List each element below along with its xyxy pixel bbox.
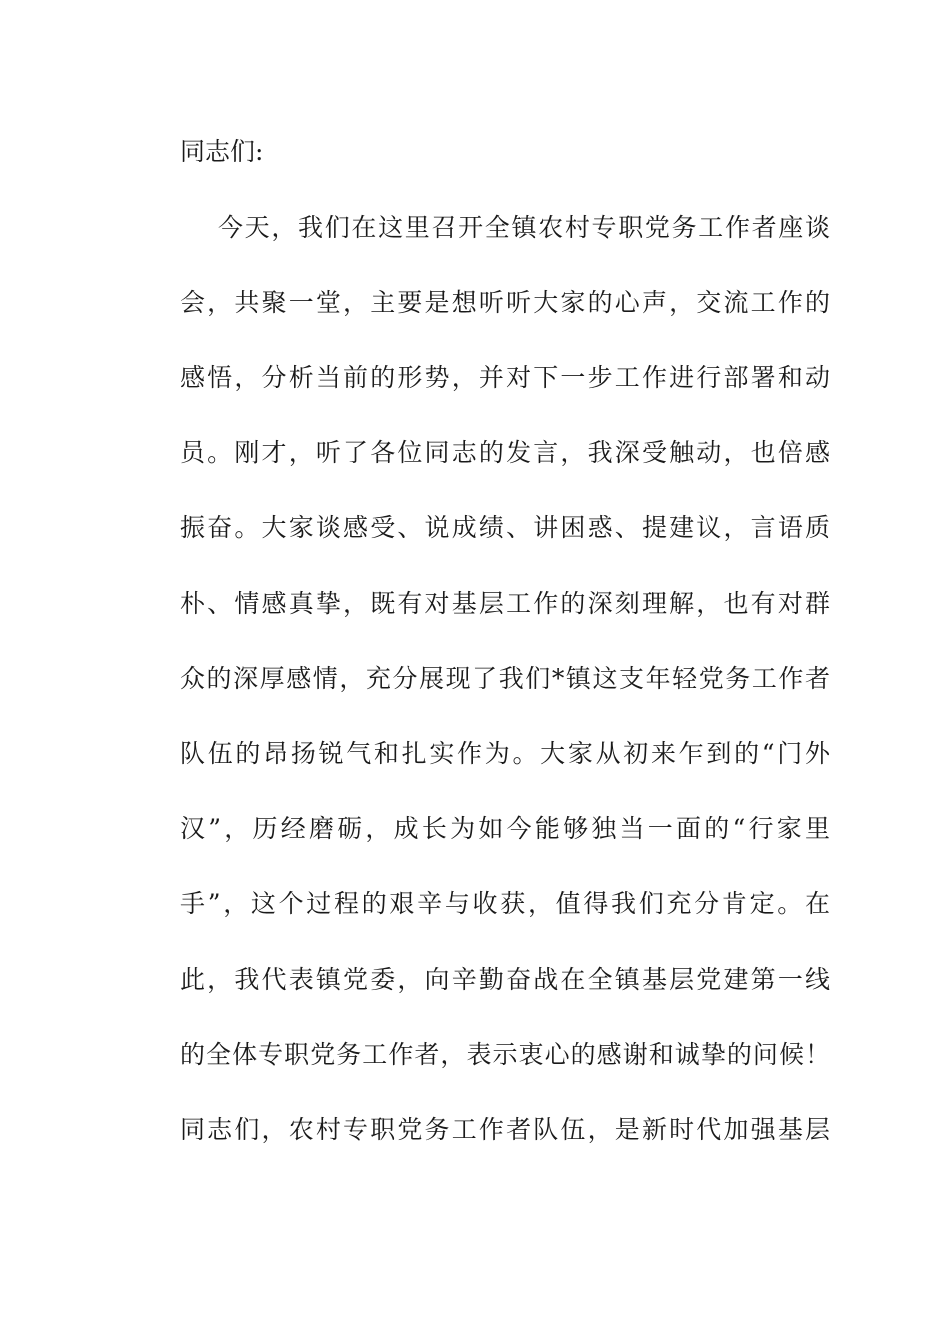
- paragraph-line: 员。刚才，听了各位同志的发言，我深受触动，也倍感: [180, 438, 830, 467]
- paragraph-line: 的全体专职党务工作者，表示衷心的感谢和诚挚的问候！: [180, 1040, 830, 1069]
- paragraph-line: 会，共聚一堂，主要是想听听大家的心声，交流工作的: [180, 288, 830, 317]
- paragraph-line: 感悟，分析当前的形势，并对下一步工作进行部署和动: [180, 363, 830, 392]
- paragraph-line: 手”，这个过程的艰辛与收获，值得我们充分肯定。在: [180, 889, 830, 918]
- paragraph-line: 汉”，历经磨砺，成长为如今能够独当一面的“行家里: [180, 814, 830, 843]
- salutation-line: 同志们:: [180, 137, 264, 166]
- paragraph-line: 众的深厚感情，充分展现了我们*镇这支年轻党务工作者: [180, 664, 830, 693]
- paragraph-line: 朴、情感真挚，既有对基层工作的深刻理解，也有对群: [180, 589, 830, 618]
- paragraph-line: 振奋。大家谈感受、说成绩、讲困惑、提建议，言语质: [180, 513, 830, 542]
- paragraph-line: 同志们，农村专职党务工作者队伍，是新时代加强基层: [180, 1115, 830, 1144]
- paragraph-line: 队伍的昂扬锐气和扎实作为。大家从初来乍到的“门外: [180, 739, 830, 768]
- paragraph-line: 今天，我们在这里召开全镇农村专职党务工作者座谈: [218, 213, 830, 242]
- paragraph-line: 此，我代表镇党委，向辛勤奋战在全镇基层党建第一线: [180, 965, 830, 994]
